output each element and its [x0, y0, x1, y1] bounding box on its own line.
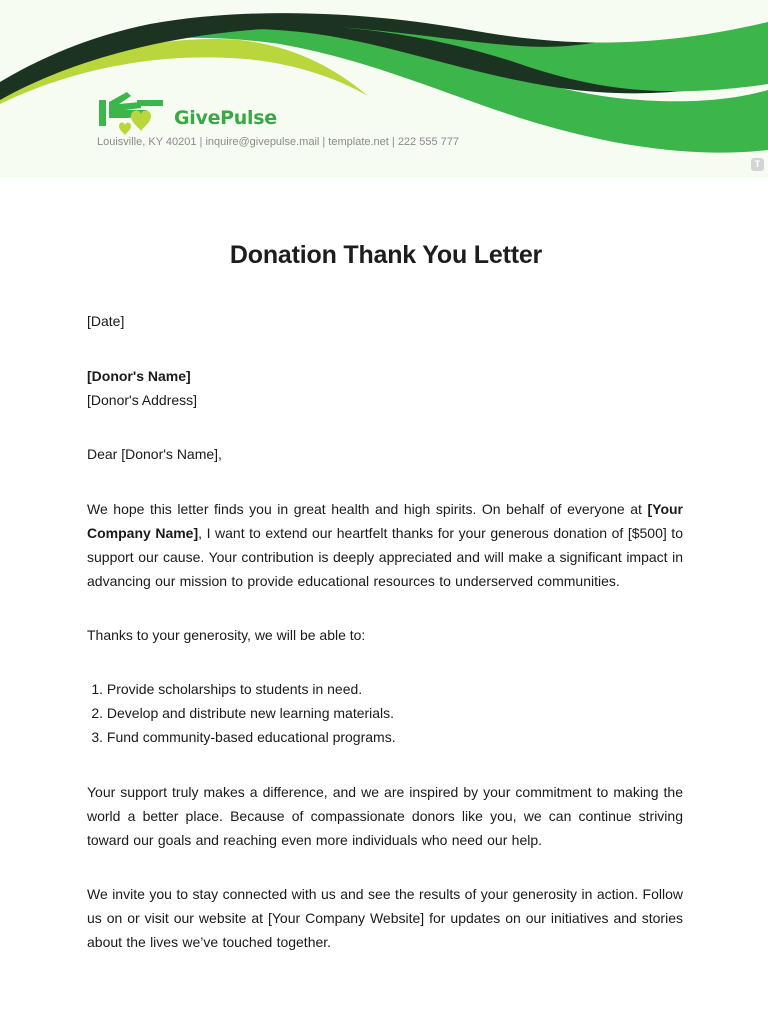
paragraph-intro: [87, 497, 683, 593]
paragraph-stay-connected: We invite you to stay connected with us and see the results of your generosity in action. Follow us on or visit our website at [Your Company Website] for updates on our initiatives and stories about the lives we’ve touched together.: [87, 886, 683, 950]
benefits-list: [87, 677, 396, 749]
list-intro: Thanks to your generosity, we will be able to:: [87, 627, 366, 643]
contact-line: Louisville, KY 40201 | inquire@givepulse.mail | template.net | 222 555 777: [97, 136, 459, 148]
template-badge-icon[interactable]: T: [751, 158, 764, 171]
paragraph-intro-part1: We hope this letter finds you in great health and high spirits. On behalf of everyone at: [87, 501, 648, 517]
letter-title: Donation Thank You Letter: [229, 241, 543, 269]
list-item: 3. Fund community-based educational programs.: [91, 729, 396, 745]
list-item: 2. Develop and distribute new learning materials.: [91, 705, 395, 721]
hand-holding-heart-icon: [97, 86, 167, 138]
brand-name: GivePulse: [174, 107, 277, 129]
paragraph-support: Your support truly makes a difference, and we are inspired by your commitment to making the world a better place. Because of compassionate donors like you, we can continue striving toward our goals and reaching even more individuals who need our help.: [87, 784, 683, 848]
list-item: 1. Provide scholarships to students in need.: [91, 681, 363, 697]
greeting: Dear [Donor's Name],: [87, 446, 222, 462]
donor-address: [Donor's Address]: [87, 392, 198, 408]
letterhead: [0, 0, 768, 178]
donor-name: [Donor's Name]: [87, 368, 191, 384]
date-placeholder: [Date]: [87, 313, 125, 329]
company-name-placeholder: [Your Company Name]: [87, 501, 683, 541]
paragraph-intro-part2: , I want to extend our heartfelt thanks for your generous donation of [$500] to support our cause. Your contribution is deeply appreciated and will make a significant impact in advancing our mission to provide educational resources to underserved communities.: [87, 525, 683, 589]
